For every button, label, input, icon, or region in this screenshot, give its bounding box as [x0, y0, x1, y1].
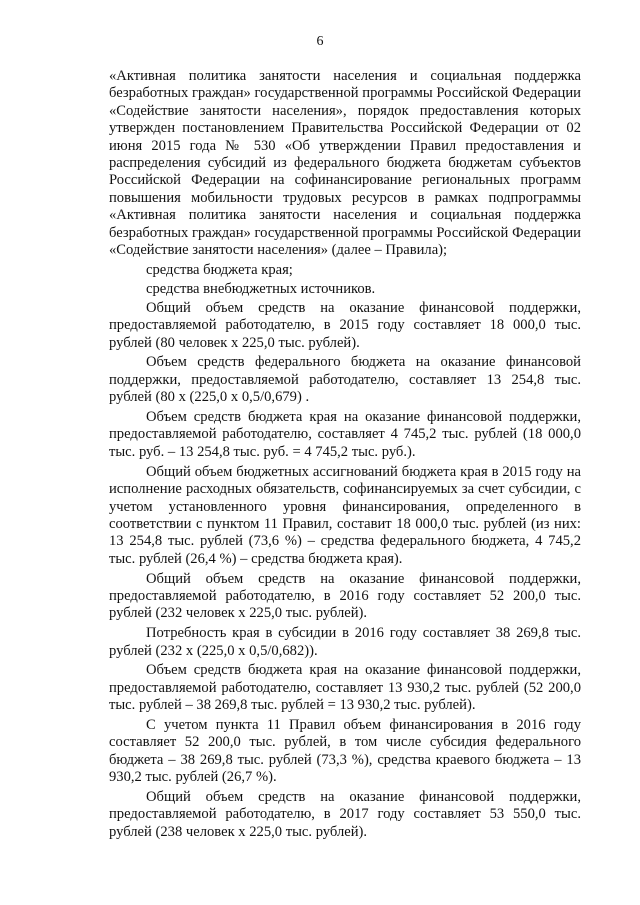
paragraph-regional-budget: средства бюджета края;	[146, 261, 293, 278]
paragraph-2015-regional: Объем средств бюджета края на оказание финансовой поддержки, предоставляемой работодателю, составляет 4 745,2 тыс. рублей (18 000,0 тыс. руб. – 13 254,8 тыс. руб. = 4 745,2 тыс. руб.).	[109, 409, 581, 460]
paragraph-2016-subsidy-need: Потребность края в субсидии в 2016 году составляет 38 269,8 тыс. рублей (232 х (225,0 х 0,5/0,682)).	[109, 625, 581, 659]
paragraph-2016-financing: С учетом пункта 11 Правил объем финансирования в 2016 году составляет 52 200,0 тыс. рублей, в том числе субсидия федерального бюджета – 38 269,8 тыс. рублей (73,3 %), средства краевого бюджета – 13 930,2 тыс. рублей (26,7 %).	[109, 716, 581, 786]
paragraph-program-rules: «Активная политика занятости населения и социальная поддержка безработных граждан» государственной программы Российской Федерации «Содействие занятости населения», порядок предоставления которых утвержден постановлением Правительства Российской Федерации от 02 июня 2015 года № 530 «Об утверждении Правил предоставления и распределения субсидий из федерального бюджета бюджетам субъектов Российской Федерации на софинансирование региональных программ повышения мобильности трудовых ресурсов в рамках подпрограммы «Активная политика занятости населения и социальная поддержка безработных граждан» государственной программы Российской Федерации «Содействие занятости населения» (далее – Правила);	[109, 68, 581, 259]
paragraph-2015-federal: Объем средств федерального бюджета на оказание финансовой поддержки, предоставляемой работодателю, составляет 13 254,8 тыс. рублей (80 х (225,0 х 0,5/0,679) .	[109, 354, 581, 406]
paragraph-2015-total: Общий объем средств на оказание финансовой поддержки, предоставляемой работодателю, в 2015 году составляет 18 000,0 тыс. рублей (80 человек х 225,0 тыс. рублей).	[109, 299, 581, 351]
paragraph-2017-total: Общий объем средств на оказание финансовой поддержки, предоставляемой работодателю, в 2017 году составляет 53 550,0 тыс. рублей (238 человек х 225,0 тыс. рублей).	[109, 788, 581, 840]
paragraph-2016-total: Общий объем средств на оказание финансовой поддержки, предоставляемой работодателю, в 2016 году составляет 52 200,0 тыс. рублей (232 человек х 225,0 тыс. рублей).	[109, 570, 581, 622]
paragraph-extrabudgetary-sources: средства внебюджетных источников.	[146, 280, 376, 297]
page-number: 6	[316, 34, 324, 49]
document-body	[109, 68, 581, 844]
paragraph-2015-allocations: Общий объем бюджетных ассигнований бюджета края в 2015 году на исполнение расходных обязательств, софинансируемых за счет субсидии, с учетом установленного уровня финансирования, определенного в соответствии с пунктом 11 Правил, составит 18 000,0 тыс. рублей (из них: 13 254,8 тыс. рублей (73,6 %) – средства федерального бюджета, 4 745,2 тыс. рублей (26,4 %) – средства бюджета края).	[109, 463, 581, 567]
paragraph-2016-regional: Объем средств бюджета края на оказание финансовой поддержки, предоставляемой работодателю, составляет 13 930,2 тыс. рублей (52 200,0 тыс. рублей – 38 269,8 тыс. рублей = 13 930,2 тыс. рублей).	[109, 662, 581, 714]
